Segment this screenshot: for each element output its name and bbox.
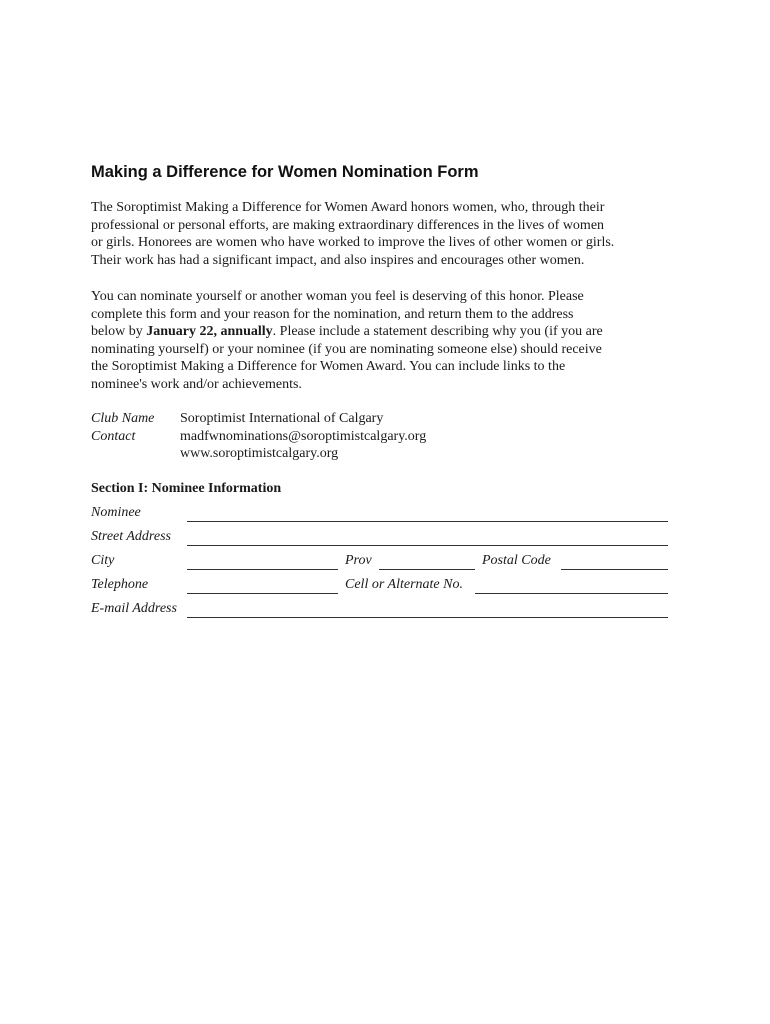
page-title: Making a Difference for Women Nomination Form (91, 163, 479, 181)
instructions-text: below by (91, 324, 147, 340)
deadline: January 22, annually (146, 324, 273, 340)
cell-label: Cell or Alternate No. (345, 577, 463, 592)
nominee-label: Nominee (91, 505, 141, 520)
instructions-line: nominee's work and/or achievements. (91, 376, 302, 392)
instructions-line: You can nominate yourself or another woman you feel is deserving of this honor. Please (91, 289, 584, 304)
cell-field[interactable] (475, 593, 668, 594)
contact-block (91, 410, 426, 463)
intro-line: Their work has had a significant impact, and also inspires and encourages other women. (91, 252, 585, 268)
nominee-field[interactable] (187, 521, 668, 522)
intro-paragraph (91, 199, 671, 269)
email-address-field[interactable] (187, 617, 668, 618)
club-name-label: Club Name (91, 411, 155, 426)
instructions-line: complete this form and your reason for the nomination, and return them to the address (91, 306, 574, 322)
section-heading: Section I: Nominee Information (91, 481, 282, 496)
instructions-text: . Please include a statement describing why you (if you are (272, 324, 603, 340)
telephone-field[interactable] (187, 593, 338, 594)
intro-line: professional or personal efforts, are making extraordinary differences in the lives of women (91, 217, 605, 233)
instructions-line (91, 323, 671, 341)
postal-code-label: Postal Code (482, 553, 551, 568)
email-address-label: E-mail Address (91, 601, 177, 616)
website-link[interactable]: www.soroptimistcalgary.org (180, 446, 339, 462)
prov-label: Prov (345, 553, 372, 568)
street-address-field[interactable] (187, 545, 668, 546)
postal-code-field[interactable] (561, 569, 668, 570)
club-name-value: Soroptimist International of Calgary (180, 411, 384, 426)
intro-line: The Soroptimist Making a Difference for Women Award honors women, who, through their (91, 200, 605, 215)
city-label: City (91, 553, 115, 568)
street-address-label: Street Address (91, 529, 171, 544)
intro-line: or girls. Honorees are women who have worked to improve the lives of other women or girls. (91, 235, 615, 251)
telephone-label: Telephone (91, 577, 149, 592)
contact-label: Contact (91, 428, 136, 444)
website-row (91, 445, 426, 463)
city-field[interactable] (187, 569, 338, 570)
contact-email-link[interactable]: madfwnominations@soroptimistcalgary.org (180, 428, 427, 444)
instructions-line: nominating yourself) or your nominee (if you are nominating someone else) should receive (91, 341, 602, 357)
club-name-row (91, 410, 426, 428)
prov-field[interactable] (379, 569, 475, 570)
instructions-line: the Soroptimist Making a Difference for Women Award. You can include links to the (91, 359, 566, 375)
contact-row (91, 428, 426, 446)
instructions-paragraph (91, 288, 671, 394)
